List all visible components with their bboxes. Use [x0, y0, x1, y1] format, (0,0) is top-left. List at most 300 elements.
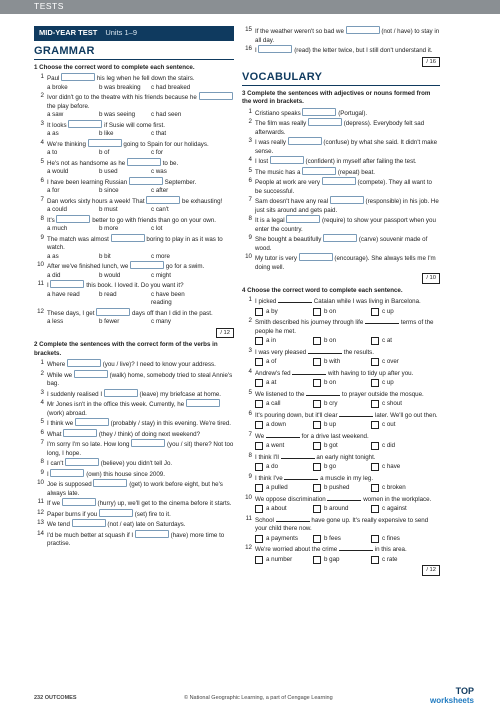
- question-text-before: We tend: [47, 521, 70, 528]
- answer-option-label: c against: [382, 505, 407, 512]
- answer-blank[interactable]: [62, 498, 96, 506]
- question-text-before: I think I've: [255, 474, 283, 482]
- answer-option: a as: [47, 130, 59, 137]
- question-text: [255, 515, 440, 534]
- answer-option: b bit: [99, 252, 111, 260]
- answer-blank[interactable]: [68, 120, 102, 128]
- exercise-1-score: / 12: [34, 328, 234, 339]
- question-number: 2: [40, 92, 44, 99]
- question-text: [47, 498, 234, 509]
- answer-option: c that: [151, 130, 167, 137]
- answer-blank[interactable]: [286, 215, 320, 223]
- question-text-after: (walk) home, somebody tried to steal Annie's bag.: [47, 371, 233, 387]
- answer-blank[interactable]: [299, 253, 333, 261]
- answer-options: [34, 272, 234, 281]
- question-text-after: (get) to work before eight, but he's always late.: [47, 481, 223, 497]
- question-number: 12: [37, 508, 44, 516]
- answer-option[interactable]: [313, 484, 371, 493]
- answer-options: [34, 168, 234, 177]
- question-text-before: I think I'll: [255, 453, 279, 461]
- question-number: 1: [40, 359, 44, 366]
- question-text-before: It is a legal: [255, 217, 285, 224]
- question-item: [34, 139, 234, 150]
- question-number: 8: [248, 215, 252, 222]
- answer-checkbox[interactable]: [313, 442, 321, 450]
- answer-blank[interactable]: [276, 515, 310, 522]
- question-text: [255, 118, 440, 137]
- answer-option[interactable]: [255, 556, 313, 565]
- answer-option[interactable]: [371, 484, 429, 493]
- question-number: 9: [248, 472, 252, 480]
- answer-checkbox[interactable]: [255, 535, 263, 543]
- question-text-before: These days, I get: [47, 309, 95, 317]
- answer-option: b used: [99, 168, 118, 175]
- question-text-before: I suddenly realised I: [47, 390, 103, 398]
- answer-option-label: b on: [324, 379, 337, 386]
- question-item: [34, 370, 234, 389]
- answer-option[interactable]: [255, 379, 313, 388]
- question-text-after: days off than I did in the past.: [131, 309, 213, 317]
- question-number: 5: [248, 388, 252, 396]
- answer-option: c for: [151, 149, 164, 156]
- grammar-title: GRAMMAR: [34, 45, 95, 57]
- question-text: [255, 452, 440, 463]
- question-text-before: I: [47, 282, 49, 289]
- answer-blank[interactable]: [65, 458, 99, 466]
- answer-options: [242, 337, 440, 346]
- answer-blank[interactable]: [284, 473, 318, 480]
- answer-checkbox[interactable]: [371, 484, 379, 492]
- answer-blank[interactable]: [61, 73, 95, 81]
- question-number: 8: [248, 451, 252, 459]
- answer-options: [34, 149, 234, 158]
- question-text-after: (leave) my briefcase at home.: [139, 390, 222, 398]
- answer-option[interactable]: [313, 308, 371, 317]
- answer-option-label: a call: [266, 400, 281, 407]
- question-number: 4: [248, 367, 252, 375]
- answer-checkbox[interactable]: [255, 308, 263, 316]
- question-text: [255, 196, 440, 215]
- answer-option[interactable]: [255, 535, 313, 544]
- answer-blank[interactable]: [292, 368, 326, 375]
- answer-checkbox[interactable]: [371, 442, 379, 450]
- question-item: [34, 359, 234, 370]
- question-text-before: I was really: [255, 139, 286, 146]
- question-text: [255, 544, 440, 555]
- answer-blank[interactable]: [302, 167, 336, 175]
- answer-checkbox[interactable]: [255, 463, 263, 471]
- question-item: [34, 458, 234, 469]
- answer-option: a broke: [47, 83, 68, 91]
- answer-option[interactable]: [255, 358, 313, 367]
- answer-checkbox[interactable]: [313, 505, 321, 513]
- answer-blank[interactable]: [135, 530, 169, 538]
- answer-checkbox[interactable]: [313, 400, 321, 408]
- answer-blank[interactable]: [278, 296, 312, 303]
- answer-option[interactable]: [371, 442, 429, 451]
- answer-checkbox[interactable]: [371, 308, 379, 316]
- answer-option[interactable]: [313, 337, 371, 346]
- answer-checkbox[interactable]: [255, 484, 263, 492]
- answer-blank[interactable]: [365, 317, 399, 324]
- answer-checkbox[interactable]: [255, 505, 263, 513]
- answer-checkbox[interactable]: [371, 400, 379, 408]
- answer-blank[interactable]: [302, 108, 336, 116]
- question-number: 9: [40, 468, 44, 476]
- answer-blank[interactable]: [104, 389, 138, 397]
- answer-blank[interactable]: [308, 347, 342, 354]
- answer-options: [242, 505, 440, 514]
- answer-option-label: a pulled: [266, 484, 288, 491]
- top-worksheets-logo: [430, 687, 474, 705]
- question-number: 3: [248, 137, 252, 144]
- answer-option-label: b gap: [324, 555, 340, 563]
- answer-option[interactable]: [313, 379, 371, 388]
- question-item: [34, 519, 234, 530]
- answer-option-label: c fines: [382, 534, 400, 542]
- question-text-before: People at work are very: [255, 179, 320, 186]
- question-text: [47, 261, 234, 272]
- answer-blank[interactable]: [322, 177, 356, 185]
- answer-option: b like: [99, 130, 114, 137]
- section-divider: [34, 59, 234, 60]
- question-number: 6: [40, 428, 44, 436]
- question-text: [47, 439, 234, 458]
- question-text-after: (you / live)? I need to know your address.: [102, 361, 216, 368]
- answer-option-label: b with: [324, 358, 341, 365]
- question-number: 4: [40, 399, 44, 406]
- answer-blank[interactable]: [50, 280, 84, 288]
- answer-checkbox[interactable]: [313, 556, 321, 564]
- answer-blank[interactable]: [130, 261, 164, 269]
- answer-option[interactable]: [313, 535, 371, 544]
- answer-blank[interactable]: [88, 139, 122, 147]
- question-text-before: The music has a: [255, 168, 301, 176]
- question-text-after: a muscle in my leg.: [320, 474, 374, 482]
- answer-option[interactable]: [255, 463, 313, 472]
- question-text-after: (have) more time to practise.: [47, 531, 225, 547]
- answer-blank[interactable]: [346, 26, 380, 34]
- answer-option: c lot: [151, 225, 163, 232]
- question-text-before: I was very pleased: [255, 348, 307, 356]
- answer-blank[interactable]: [67, 359, 101, 367]
- answer-checkbox[interactable]: [255, 337, 263, 345]
- answer-option[interactable]: [255, 400, 313, 409]
- question-number: 15: [245, 26, 252, 33]
- answer-option[interactable]: [371, 358, 429, 367]
- question-text: [47, 389, 234, 400]
- answer-checkbox[interactable]: [371, 535, 379, 543]
- question-number: 11: [37, 280, 44, 287]
- answer-option: b must: [99, 206, 118, 213]
- answer-checkbox[interactable]: [313, 358, 321, 366]
- answer-option[interactable]: [255, 308, 313, 317]
- answer-options: [34, 206, 234, 215]
- question-item: [242, 452, 440, 463]
- question-number: 5: [40, 418, 44, 425]
- answer-blank[interactable]: [96, 308, 130, 316]
- question-number: 3: [40, 388, 44, 396]
- answer-option-label: c did: [382, 442, 396, 449]
- answer-checkbox[interactable]: [313, 535, 321, 543]
- footer-section: OUTCOMES: [44, 695, 77, 701]
- answer-blank[interactable]: [129, 177, 163, 185]
- question-text-before: I: [255, 47, 257, 54]
- question-number: 8: [40, 214, 44, 222]
- answer-blank[interactable]: [56, 215, 90, 223]
- answer-blank[interactable]: [127, 158, 161, 166]
- answer-blank[interactable]: [50, 469, 84, 477]
- answer-blank[interactable]: [93, 479, 127, 487]
- answer-option: c might: [151, 271, 171, 279]
- answer-option[interactable]: [371, 308, 429, 317]
- question-number: 6: [40, 176, 44, 184]
- question-text: [255, 156, 440, 167]
- answer-blank[interactable]: [270, 156, 304, 164]
- answer-checkbox[interactable]: [255, 358, 263, 366]
- answer-option[interactable]: [313, 421, 371, 430]
- question-number: 8: [40, 458, 44, 465]
- answer-blank[interactable]: [339, 544, 373, 551]
- question-text-after: terms of the people he met.: [255, 319, 434, 335]
- answer-blank[interactable]: [72, 519, 106, 527]
- answer-option-label: b cry: [324, 400, 338, 407]
- question-text-before: Andrew's fed: [255, 369, 291, 377]
- answer-checkbox[interactable]: [313, 421, 321, 429]
- answer-option-label: a by: [266, 307, 278, 315]
- answer-checkbox[interactable]: [371, 337, 379, 345]
- answer-option-label: b pushed: [324, 484, 350, 491]
- question-text-after: (probably / stay) in this evening. We're tired.: [110, 420, 232, 427]
- answer-option[interactable]: [371, 535, 429, 544]
- answer-options: [34, 130, 234, 139]
- question-text-after: be exhausting!: [182, 197, 223, 205]
- answer-option[interactable]: [313, 463, 371, 472]
- answer-option[interactable]: [371, 421, 429, 430]
- answer-checkbox[interactable]: [313, 463, 321, 471]
- answer-option-label: c up: [382, 307, 394, 315]
- answer-checkbox[interactable]: [313, 379, 321, 387]
- answer-option[interactable]: [371, 556, 429, 565]
- answer-option-label: c broken: [382, 484, 406, 491]
- question-text-after: (confident) in myself after failing the test.: [305, 158, 417, 165]
- question-text-after: (repeat) beat.: [337, 168, 376, 176]
- exercise-2-score: / 16: [242, 57, 440, 68]
- answer-checkbox[interactable]: [371, 556, 379, 564]
- question-text-after: (confuse) by what she said. It didn't make sense.: [255, 139, 438, 155]
- question-number: 9: [248, 234, 252, 241]
- answer-blank[interactable]: [266, 431, 300, 438]
- answer-option[interactable]: [371, 463, 429, 472]
- question-number: 11: [37, 498, 44, 505]
- answer-option-label: a payments: [266, 534, 298, 542]
- answer-option[interactable]: [255, 505, 313, 514]
- exercise-4-instructions: 4 Choose the correct word to complete each sentence.: [242, 286, 403, 294]
- answer-option: a would: [47, 168, 69, 175]
- question-item: [34, 215, 234, 226]
- answer-blank[interactable]: [75, 418, 109, 426]
- answer-option[interactable]: [313, 505, 371, 514]
- question-item: [34, 418, 234, 429]
- answer-options: [242, 442, 440, 451]
- question-number: 10: [245, 493, 252, 501]
- question-text-before: We're worried about the crime: [255, 546, 338, 553]
- question-text-after: later. We'll go out then.: [374, 411, 438, 419]
- question-text: [47, 234, 234, 253]
- question-text: [255, 253, 440, 272]
- question-text-before: School: [255, 516, 274, 524]
- answer-option[interactable]: [313, 442, 371, 451]
- answer-options: [242, 308, 440, 317]
- answer-blank[interactable]: [258, 45, 292, 53]
- question-text: [255, 431, 440, 442]
- answer-option-label: a at: [266, 379, 277, 386]
- question-text-before: It looks: [47, 121, 67, 129]
- answer-checkbox[interactable]: [371, 358, 379, 366]
- answer-checkbox[interactable]: [371, 421, 379, 429]
- answer-option[interactable]: [313, 556, 371, 565]
- answer-option: b fewer: [99, 318, 120, 325]
- answer-blank[interactable]: [74, 370, 108, 378]
- answer-option[interactable]: [371, 400, 429, 409]
- question-text: [255, 389, 440, 400]
- answer-option: c after: [151, 187, 169, 194]
- answer-blank[interactable]: [63, 429, 97, 437]
- answer-option[interactable]: [371, 505, 429, 514]
- question-text: [47, 418, 234, 429]
- question-text: [47, 399, 234, 418]
- answer-option[interactable]: [255, 442, 313, 451]
- question-item: [242, 108, 440, 119]
- answer-options: [242, 535, 440, 544]
- question-text-before: We listened to the: [255, 390, 305, 398]
- question-text-after: (own) this house since 2009.: [86, 470, 165, 478]
- answer-option-label: a number: [266, 555, 293, 563]
- answer-blank[interactable]: [308, 118, 342, 126]
- answer-blank[interactable]: [111, 234, 145, 242]
- question-text: [47, 280, 234, 291]
- question-item: [34, 73, 234, 84]
- answer-option[interactable]: [313, 400, 371, 409]
- question-text: [255, 347, 440, 358]
- mid-year-test-banner: [34, 26, 234, 41]
- vocabulary-title: VOCABULARY: [242, 71, 323, 83]
- answer-blank[interactable]: [186, 399, 220, 407]
- answer-option: b was breaking: [99, 83, 141, 91]
- answer-option: a as: [47, 252, 59, 260]
- question-text-after: (read) the letter twice, but I still don't understand it.: [294, 47, 433, 54]
- question-text-after: (not / eat) late on Saturdays.: [107, 521, 186, 528]
- question-number: 10: [37, 479, 44, 486]
- question-text-after: (carve) souvenir made of wood.: [255, 236, 428, 252]
- answer-option[interactable]: [371, 337, 429, 346]
- question-text: [47, 359, 234, 370]
- answer-option[interactable]: [255, 337, 313, 346]
- answer-checkbox[interactable]: [313, 337, 321, 345]
- answer-blank[interactable]: [306, 389, 340, 396]
- exercise-4-list: [242, 296, 440, 564]
- question-text-after: go for a swim.: [165, 263, 205, 270]
- answer-checkbox[interactable]: [255, 379, 263, 387]
- answer-option[interactable]: [255, 484, 313, 493]
- question-text-after: the play before.: [47, 102, 90, 110]
- answer-blank[interactable]: [199, 92, 233, 100]
- question-text-after: (require) to show your passport when you enter the country.: [255, 217, 436, 233]
- answer-option: a much: [47, 225, 68, 232]
- question-text-after: going to Spain for our holidays.: [123, 140, 209, 148]
- question-item: [242, 494, 440, 505]
- question-text-after: if Susie will come first.: [104, 121, 165, 129]
- question-number: 6: [248, 177, 252, 184]
- answer-options: [34, 318, 234, 327]
- answer-option[interactable]: [371, 379, 429, 388]
- question-text-before: It's pouring down, but it'll clear: [255, 411, 338, 419]
- answer-option-label: a went: [266, 442, 285, 449]
- question-text: [47, 308, 234, 319]
- answer-checkbox[interactable]: [313, 484, 321, 492]
- answer-checkbox[interactable]: [313, 308, 321, 316]
- answer-checkbox[interactable]: [255, 421, 263, 429]
- question-text-after: in this area.: [374, 546, 407, 553]
- question-text-after: for a drive last weekend.: [301, 432, 369, 440]
- question-item: [242, 296, 440, 307]
- question-text-after: (Portugal).: [338, 109, 368, 117]
- exercise-2-instructions: 2 Complete the sentences with the correct form of the verbs in brackets.: [34, 341, 218, 357]
- question-text: [47, 73, 234, 84]
- question-item: [34, 469, 234, 480]
- question-text-after: have gone up. It's really expensive to send your child there now.: [255, 516, 429, 532]
- answer-blank[interactable]: [99, 509, 133, 517]
- answer-option[interactable]: [313, 358, 371, 367]
- answer-option-label: b up: [324, 421, 337, 428]
- question-text: [47, 177, 234, 188]
- question-number: 3: [40, 119, 44, 127]
- answer-blank[interactable]: [281, 452, 315, 459]
- question-item: [242, 45, 440, 56]
- exercise-3-instructions: 3 Complete the sentences with adjectives or nouns formed from the word in brackets.: [242, 89, 431, 105]
- question-text-after: (believe) you didn't tell Jo.: [100, 460, 173, 467]
- question-number: 1: [248, 107, 252, 115]
- question-item: [242, 544, 440, 555]
- question-text: [255, 317, 440, 336]
- question-number: 7: [248, 430, 252, 438]
- answer-checkbox[interactable]: [255, 556, 263, 564]
- question-text: [255, 177, 440, 196]
- answer-checkbox[interactable]: [255, 442, 263, 450]
- question-text: [47, 158, 234, 169]
- answer-blank[interactable]: [288, 137, 322, 145]
- answer-checkbox[interactable]: [371, 379, 379, 387]
- question-item: [242, 156, 440, 167]
- question-number: 1: [248, 296, 252, 303]
- answer-blank[interactable]: [323, 234, 357, 242]
- answer-checkbox[interactable]: [371, 463, 379, 471]
- answer-blank[interactable]: [339, 410, 373, 417]
- answer-blank[interactable]: [146, 196, 180, 204]
- answer-checkbox[interactable]: [255, 400, 263, 408]
- question-item: [34, 439, 234, 458]
- answer-blank[interactable]: [330, 196, 364, 204]
- answer-blank[interactable]: [327, 494, 361, 501]
- answer-option[interactable]: [255, 421, 313, 430]
- question-item: [242, 215, 440, 234]
- answer-blank[interactable]: [131, 439, 165, 447]
- answer-checkbox[interactable]: [371, 505, 379, 513]
- question-item: [34, 261, 234, 272]
- question-text-after: to prayer outside the mosque.: [341, 390, 424, 398]
- answer-option: a could: [47, 206, 67, 213]
- question-text: [255, 494, 440, 505]
